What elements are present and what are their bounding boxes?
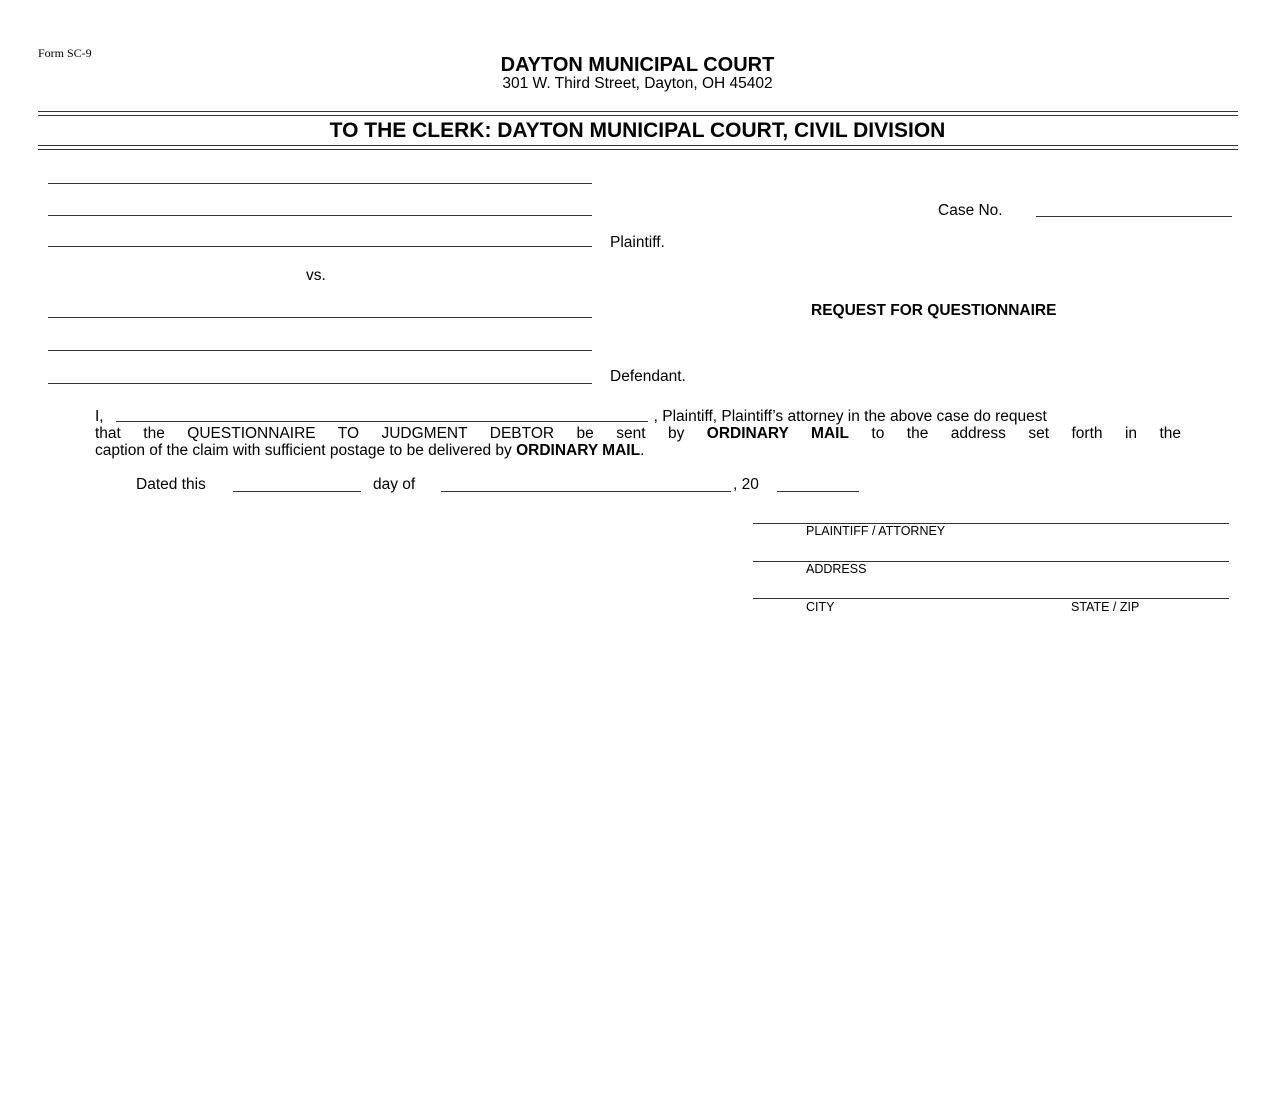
case-no-field[interactable]: [1036, 216, 1232, 217]
divider: [38, 111, 1238, 112]
plaintiff-name-field[interactable]: [48, 183, 592, 184]
plaintiff-attorney-label: PLAINTIFF / ATTORNEY: [806, 524, 946, 538]
plaintiff-city-field[interactable]: [48, 246, 592, 247]
case-no-label: Case No.: [938, 202, 1003, 219]
state-zip-label: STATE / ZIP: [1071, 600, 1140, 614]
defendant-city-field[interactable]: [48, 383, 592, 384]
period: .: [640, 442, 645, 459]
ordinary-mail-bold: ORDINARY MAIL: [516, 442, 641, 459]
ordinary-mail-bold: ORDINARY MAIL: [706, 425, 849, 442]
request-line2b: to the address set forth in the: [871, 425, 1182, 442]
city-state-zip-field[interactable]: [753, 598, 1229, 599]
month-field[interactable]: [441, 491, 731, 492]
request-line2a: that the QUESTIONNAIRE TO JUDGMENT DEBTOR be sent by: [95, 425, 685, 442]
requester-name-field[interactable]: [116, 421, 648, 422]
defendant-label: Defendant.: [610, 368, 686, 385]
court-name: DAYTON MUNICIPAL COURT: [500, 54, 775, 76]
address-label: ADDRESS: [806, 562, 867, 576]
i-label: I,: [95, 408, 104, 425]
defendant-name-field[interactable]: [48, 317, 592, 318]
year-prefix: , 20: [733, 476, 759, 493]
request-paragraph: [95, 408, 1181, 459]
plaintiff-label: Plaintiff.: [610, 234, 665, 251]
document-title: REQUEST FOR QUESTIONNAIRE: [811, 302, 1057, 319]
divider: [38, 145, 1238, 146]
divider: [38, 149, 1238, 150]
dated-this-label: Dated this: [136, 476, 206, 493]
form-id: Form SC-9: [38, 46, 92, 60]
city-label: CITY: [806, 600, 835, 614]
plaintiff-address-field[interactable]: [48, 215, 592, 216]
request-line3: caption of the claim with sufficient postage to be delivered by: [95, 442, 512, 459]
request-line1: , Plaintiff, Plaintiff’s attorney in the above case do request: [653, 408, 1047, 425]
day-of-label: day of: [373, 476, 416, 493]
to-clerk-heading: TO THE CLERK: DAYTON MUNICIPAL COURT, CIVIL DIVISION: [329, 119, 946, 142]
vs-label: vs.: [306, 267, 326, 284]
court-address: 301 W. Third Street, Dayton, OH 45402: [502, 75, 773, 92]
day-field[interactable]: [233, 491, 361, 492]
divider: [38, 115, 1238, 116]
year-field[interactable]: [777, 491, 859, 492]
defendant-address-field[interactable]: [48, 350, 592, 351]
